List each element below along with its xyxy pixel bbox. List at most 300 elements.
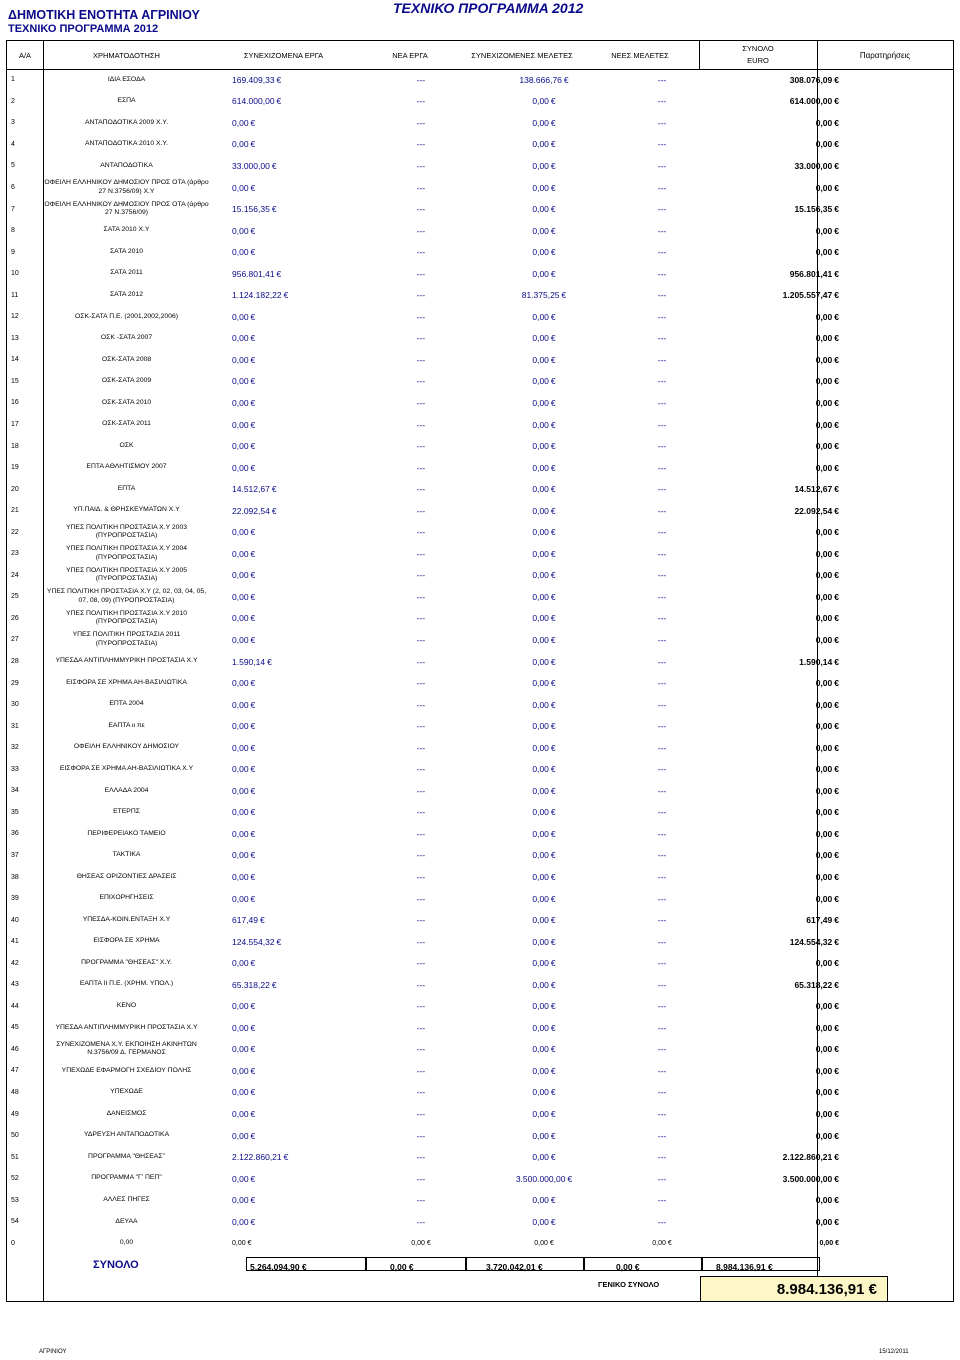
total-value: 0,00 €	[815, 1130, 839, 1141]
funding-source: ΔΕΥΑΑ	[115, 1217, 138, 1225]
cont-studies-value: 0,00 €	[532, 204, 556, 215]
new-works-value: ---	[416, 656, 426, 667]
new-works-value: ---	[416, 505, 426, 516]
new-studies-value: ---	[657, 1001, 667, 1012]
cont-studies-value: 0,00 €	[532, 333, 556, 344]
funding-source: ΕΠΤΑ 2004	[109, 700, 144, 708]
funding-source: ΑΝΤΑΠΟΔΟΤΙΚΑ	[100, 161, 153, 169]
row-number: 50	[11, 1132, 19, 1140]
total-value: 0,00 €	[815, 333, 839, 344]
row-number: 19	[11, 464, 19, 472]
row-number: 34	[11, 787, 19, 795]
new-works-value: ---	[416, 1109, 426, 1120]
new-studies-value: ---	[657, 419, 667, 430]
page-title: ΤΕΧΝΙΚΟ ΠΡΟΓΡΑΜΜΑ 2012	[393, 0, 584, 16]
total-value: 0,00 €	[815, 1195, 839, 1206]
cont-studies-value: 0,00 €	[532, 1001, 556, 1012]
cont-works-value: 0,00 €	[232, 678, 256, 689]
funding-source: ΥΠΕΣ ΠΟΛΙΤΙΚΗ ΠΡΟΣΤΑΣΙΑ Χ.Υ 2004 (ΠΥΡΟΠΡΟΣΤΑΣΙΑ)	[65, 545, 188, 561]
row-number: 45	[11, 1024, 19, 1032]
cont-studies-value: 0,00 €	[532, 979, 556, 990]
row-number: 30	[11, 701, 19, 709]
row-number: 48	[11, 1088, 19, 1096]
funding-source: ΣΑΤΑ 2010 Χ.Υ	[103, 226, 150, 234]
total-value: 0,00 €	[815, 721, 839, 732]
total-value: 0,00 €	[815, 678, 839, 689]
total-sum: 8.984.136,91 €	[716, 1262, 773, 1272]
cont-works-value: 0,00 €	[232, 1001, 256, 1012]
new-studies-value: ---	[657, 1130, 667, 1141]
cont-works-value: 0,00 €	[232, 225, 256, 236]
row-number: 7	[11, 205, 15, 213]
total-value: 0,00 €	[815, 850, 839, 861]
new-works-value: ---	[416, 225, 426, 236]
new-studies-value: ---	[657, 484, 667, 495]
cont-works-value: 0,00 €	[232, 1065, 256, 1076]
cont-studies-value: 0,00 €	[532, 1022, 556, 1033]
new-works-value: ---	[416, 376, 426, 387]
row-number: 36	[11, 830, 19, 838]
cont-studies-value: 0,00 €	[532, 268, 556, 279]
col-header-new-studies: ΝΕΕΣ ΜΕΛΕΤΕΣ	[611, 50, 669, 60]
cont-works-value: 956.801,41 €	[232, 268, 282, 279]
new-studies-value: ---	[657, 936, 667, 947]
new-studies-value: 0,00 €	[652, 1239, 672, 1247]
new-studies-value: ---	[657, 1152, 667, 1163]
cont-works-value: 0,00 €	[232, 354, 256, 365]
row-number: 22	[11, 528, 19, 536]
cont-works-value: 0,00 €	[232, 1109, 256, 1120]
cont-works-value: 0,00 €	[232, 828, 256, 839]
cont-works-value: 15.156,35 €	[232, 204, 277, 215]
remarks-cell	[849, 759, 960, 781]
cont-studies-value: 81.375,25 €	[521, 290, 567, 301]
remarks-cell	[849, 1168, 960, 1190]
remarks-cell	[849, 974, 960, 996]
total-value: 0,00 €	[815, 376, 839, 387]
new-studies-value: ---	[657, 268, 667, 279]
new-studies-value: ---	[657, 764, 667, 775]
cont-works-value: 1.590,14 €	[232, 656, 272, 667]
row-number: 47	[11, 1067, 19, 1075]
row-number: 16	[11, 399, 19, 407]
cont-studies-value: 0,00 €	[532, 484, 556, 495]
cont-studies-value: 0,00 €	[532, 397, 556, 408]
total-value: 308.076,09 €	[789, 74, 839, 85]
total-value: 15.156,35 €	[794, 204, 839, 215]
funding-source: ΔΑΝΕΙΣΜΟΣ	[106, 1109, 147, 1117]
cont-studies-value: 0,00 €	[532, 182, 556, 193]
cont-studies-value: 0,00 €	[532, 893, 556, 904]
remarks-cell	[849, 565, 960, 587]
new-works-value: ---	[416, 807, 426, 818]
new-works-value: ---	[416, 570, 426, 581]
row-number: 26	[11, 614, 19, 622]
remarks-cell	[849, 586, 960, 608]
new-studies-value: ---	[657, 1087, 667, 1098]
total-value: 0,00 €	[815, 828, 839, 839]
new-works-value: ---	[416, 139, 426, 150]
cont-works-value: 0,00 €	[232, 1195, 256, 1206]
remarks-cell	[849, 177, 960, 199]
new-studies-value: ---	[657, 656, 667, 667]
new-studies-value: ---	[657, 872, 667, 882]
cont-studies-value: 0,00 €	[532, 613, 556, 624]
funding-source: ΥΠΕΣ ΠΟΛΙΤΙΚΗ ΠΡΟΣΤΑΣΙΑ Χ.Υ (2, 02, 03, 04, 05, 07, 08, 09) (ΠΥΡΟΠΡΟΣΤΑΣΙΑ)	[46, 588, 207, 604]
funding-source: ΕΑΠΤΑ ΙΙ Π.Ε. (ΧΡΗΜ. ΥΠΟΛ.)	[79, 980, 174, 988]
total-value: 0,00 €	[815, 785, 839, 796]
row-number: 20	[11, 485, 19, 493]
new-studies-value: ---	[657, 915, 667, 926]
total-new-studies: 0,00 €	[616, 1262, 640, 1272]
remarks-cell	[849, 69, 960, 91]
new-studies-value: ---	[657, 225, 667, 236]
cont-works-value: 0,00 €	[232, 397, 256, 408]
cont-works-value: 0,00 €	[232, 527, 256, 538]
cont-works-value: 0,00 €	[232, 1130, 256, 1141]
row-number: 54	[11, 1218, 19, 1226]
cont-works-value: 0,00 €	[232, 1173, 256, 1184]
budget-table	[6, 40, 954, 1302]
remarks-cell	[849, 371, 960, 393]
funding-source: ΟΣΚ-ΣΑΤΑ 2008	[101, 355, 152, 363]
cont-studies-value: 0,00 €	[532, 139, 556, 150]
total-value: 0,00 €	[815, 1109, 839, 1120]
funding-source: ΥΔΡΕΥΣΗ ΑΝΤΑΠΟΔΟΤΙΚΑ	[83, 1131, 170, 1139]
cont-works-value: 0,00 €	[232, 548, 256, 559]
funding-source: ΟΣΚ-ΣΑΤΑ 2009	[101, 377, 152, 385]
cont-studies-value: 0,00 €	[532, 958, 556, 969]
new-works-value: ---	[416, 354, 426, 365]
cont-works-value: 0,00 €	[232, 1239, 252, 1247]
new-studies-value: ---	[657, 333, 667, 344]
funding-source: ΠΕΡΙΦΕΡΕΙΑΚΟ ΤΑΜΕΙΟ	[87, 829, 166, 837]
total-value: 0,00 €	[815, 1022, 839, 1033]
col-header-new-works: ΝΕΑ ΕΡΓΑ	[392, 50, 428, 60]
new-studies-value: ---	[657, 247, 667, 258]
remarks-cell	[849, 1125, 960, 1147]
new-works-value: ---	[416, 1130, 426, 1141]
cont-studies-value: 0,00 €	[532, 1216, 556, 1227]
funding-source: ΥΠΕΣ ΠΟΛΙΤΙΚΗ ΠΡΟΣΤΑΣΙΑ Χ.Υ 2005 (ΠΥΡΟΠΡΟΣΤΑΣΙΑ)	[65, 566, 188, 583]
cont-studies-value: 0,00 €	[532, 1065, 556, 1076]
row-number: 9	[11, 248, 15, 256]
cont-works-value: 0,00 €	[232, 850, 256, 861]
remarks-cell	[849, 1017, 960, 1039]
total-cont-studies: 3.720.042,01 €	[486, 1262, 543, 1272]
funding-source: ΠΡΟΓΡΑΜΜΑ "ΘΗΣΕΑΣ" Χ.Υ.	[81, 958, 172, 966]
remarks-cell	[849, 1146, 960, 1168]
funding-source: ΟΣΚ-ΣΑΤΑ Π.Ε. (2001,2002,2006)	[75, 312, 178, 320]
cont-works-value: 14.512,67 €	[232, 484, 277, 495]
cont-works-value: 124.554,32 €	[232, 936, 282, 947]
row-number: 52	[11, 1175, 19, 1183]
new-studies-value: ---	[657, 311, 667, 322]
new-works-value: ---	[416, 247, 426, 258]
new-works-value: ---	[416, 764, 426, 775]
new-works-value: ---	[416, 462, 426, 473]
total-value: 1.205.557,47 €	[782, 290, 839, 301]
funding-source: ΥΠΕΣΔΑ ΑΝΤΙΠΛΗΜΜΥΡΙΚΗ ΠΡΟΣΤΑΣΙΑ Χ.Υ	[55, 1023, 198, 1031]
grand-total-box: 8.984.136,91 €	[700, 1276, 888, 1302]
grand-total-label: ΓΕΝΙΚΟ ΣΥΝΟΛΟ	[598, 1280, 660, 1289]
program-subtitle: ΤΕΧΝΙΚΟ ΠΡΟΓΡΑΜΜΑ 2012	[8, 23, 159, 35]
row-number: 31	[11, 722, 19, 730]
new-works-value: ---	[416, 160, 426, 171]
remarks-cell	[849, 1060, 960, 1082]
new-studies-value: ---	[657, 441, 667, 452]
funding-source: ΥΠΕΣ ΠΟΛΙΤΙΚΗ ΠΡΟΣΤΑΣΙΑ Χ.Υ 2010 (ΠΥΡΟΠΡΟΣΤΑΣΙΑ)	[65, 609, 188, 626]
new-studies-value: ---	[657, 397, 667, 408]
cont-works-value: 0,00 €	[232, 182, 256, 193]
new-studies-value: ---	[657, 958, 667, 969]
cont-works-value: 0,00 €	[232, 139, 256, 150]
new-works-value: ---	[416, 721, 426, 732]
cont-works-value: 169.409,33 €	[232, 74, 282, 85]
funding-source: ΥΠΕΧΩΔΕ ΕΦΑΡΜΟΓΗ ΣΧΕΔΙΟΥ ΠΟΛΗΣ	[61, 1066, 192, 1074]
new-works-value: ---	[416, 419, 426, 430]
new-studies-value: ---	[657, 548, 667, 559]
cont-studies-value: 0,00 €	[532, 376, 556, 387]
cont-works-value: 0,00 €	[232, 613, 256, 624]
remarks-cell	[849, 1039, 960, 1061]
funding-source: ΕΠΤΑ	[117, 484, 136, 492]
new-studies-value: ---	[657, 1195, 667, 1206]
total-value: 0,00 €	[815, 419, 839, 430]
funding-source: ΟΣΚ -ΣΑΤΑ 2007	[100, 334, 153, 342]
remarks-cell	[849, 349, 960, 371]
funding-source: ΑΝΤΑΠΟΔΟΤΙΚΑ 2010 Χ.Υ.	[85, 140, 168, 148]
grid-line	[699, 41, 700, 69]
cont-works-value: 0,00 €	[232, 591, 256, 602]
cont-studies-value: 0,00 €	[532, 656, 556, 667]
cont-works-value: 0,00 €	[232, 419, 256, 430]
new-studies-value: ---	[657, 721, 667, 732]
new-works-value: ---	[416, 290, 426, 301]
cont-studies-value: 0,00 €	[532, 1152, 556, 1163]
cont-studies-value: 0,00 €	[532, 441, 556, 452]
new-studies-value: ---	[657, 591, 667, 602]
cont-works-value: 22.092,54 €	[232, 505, 277, 516]
funding-source: ΟΣΚ-ΣΑΤΑ 2011	[102, 420, 151, 428]
row-number: 15	[11, 377, 19, 385]
cont-works-value: 0,00 €	[232, 721, 256, 732]
row-number: 38	[11, 873, 19, 881]
remarks-cell	[849, 1211, 960, 1233]
total-value: 0,00 €	[815, 591, 839, 602]
cont-works-value: 0,00 €	[232, 1022, 256, 1033]
total-value: 0,00 €	[815, 1065, 839, 1076]
cont-works-value: 0,00 €	[232, 699, 256, 710]
cont-studies-value: 0,00 €	[532, 678, 556, 689]
remarks-cell	[849, 414, 960, 436]
new-studies-value: ---	[657, 527, 667, 538]
funding-source: ΕΑΠΤΑ ιι πε	[108, 721, 145, 729]
footer-place: ΑΓΡΙΝΙΟΥ	[39, 1349, 67, 1355]
cont-studies-value: 0,00 €	[532, 785, 556, 796]
remarks-cell	[849, 134, 960, 156]
remarks-cell	[849, 328, 960, 350]
total-value: 0,00 €	[815, 764, 839, 775]
new-works-value: ---	[416, 1152, 426, 1163]
row-number: 51	[11, 1153, 19, 1161]
remarks-cell	[849, 478, 960, 500]
new-studies-value: ---	[657, 742, 667, 753]
cont-studies-value: 0,00 €	[532, 764, 556, 775]
remarks-cell	[849, 306, 960, 328]
new-works-value: ---	[416, 1216, 426, 1227]
remarks-cell	[849, 155, 960, 177]
new-works-value: ---	[416, 1022, 426, 1033]
funding-source: ΥΠΕΧΩΔΕ	[110, 1088, 143, 1096]
col-header-aa: Α/Α	[18, 50, 32, 60]
funding-source: ΟΣΚ-ΣΑΤΑ 2010	[101, 398, 152, 406]
remarks-cell	[849, 1082, 960, 1104]
total-label: ΣΥΝΟΛΟ	[93, 1259, 139, 1271]
remarks-cell	[849, 1189, 960, 1211]
row-number: 40	[11, 916, 19, 924]
cont-studies-value: 0,00 €	[532, 527, 556, 538]
new-works-value: ---	[416, 204, 426, 215]
funding-source: ΥΠΕΣ ΠΟΛΙΤΙΚΗ ΠΡΟΣΤΑΣΙΑ 2011 (ΠΥΡΟΠΡΟΣΤΑΣΙΑ)	[72, 631, 181, 647]
cont-works-value: 0,00 €	[232, 807, 256, 818]
new-studies-value: ---	[657, 634, 667, 645]
total-value: 617,49 €	[806, 915, 839, 926]
funding-source: ΕΠΙΧΟΡΗΓΗΣΕΙΣ	[99, 894, 154, 902]
funding-source: ΕΙΣΦΟΡΑ ΣΕ ΧΡΗΜΑ ΑΗ-ΒΑΣΙΛΙΩΤΙΚΑ Χ.Υ	[59, 765, 194, 773]
new-works-value: ---	[416, 678, 426, 689]
total-value: 0,00 €	[815, 182, 839, 193]
grand-total-value: 8.984.136,91	[776, 1280, 865, 1298]
total-value: 0,00 €	[815, 613, 839, 624]
funding-source: 0,00	[119, 1239, 134, 1247]
cont-studies-value: 0,00 €	[532, 354, 556, 365]
total-value: 0,00 €	[815, 527, 839, 538]
total-value: 0,00 €	[815, 441, 839, 452]
funding-source: ΕΠΤΑ ΑΘΛΗΤΙΣΜΟΥ 2007	[86, 463, 167, 471]
row-number: 8	[11, 227, 15, 235]
remarks-cell	[849, 802, 960, 824]
new-studies-value: ---	[657, 807, 667, 818]
new-works-value: ---	[416, 742, 426, 753]
new-studies-value: ---	[657, 850, 667, 861]
remarks-cell	[849, 263, 960, 285]
row-number: 11	[11, 291, 19, 299]
funding-source: ΥΠΕΣ ΠΟΛΙΤΙΚΗ ΠΡΟΣΤΑΣΙΑ Χ.Υ 2003 (ΠΥΡΟΠΡΟΣΤΑΣΙΑ)	[65, 523, 188, 540]
municipality-name: ΔΗΜΟΤΙΚΗ ΕΝΟΤΗΤΑ ΑΓΡΙΝΙΟΥ	[8, 8, 200, 22]
total-value: 0,00 €	[819, 1239, 839, 1247]
new-works-value: ---	[416, 915, 426, 926]
total-value: 1.590,14 €	[799, 656, 839, 667]
funding-source: ΚΕΝΟ	[116, 1002, 137, 1010]
row-number: 32	[11, 744, 19, 752]
cont-works-value: 0,00 €	[232, 742, 256, 753]
cont-studies-value: 3.500.000,00 €	[515, 1173, 573, 1184]
total-value: 0,00 €	[815, 807, 839, 818]
funding-source: ΥΠΕΣΔΑ ΑΝΤΙΠΛΗΜΜΥΡΙΚΗ ΠΡΟΣΤΑΣΙΑ Χ.Υ	[55, 657, 198, 665]
new-works-value: ---	[416, 311, 426, 322]
remarks-cell	[849, 198, 960, 220]
new-studies-value: ---	[657, 182, 667, 193]
total-value: 14.512,67 €	[794, 484, 839, 495]
row-number: 49	[11, 1110, 19, 1118]
new-studies-value: ---	[657, 785, 667, 796]
new-works-value: ---	[416, 96, 426, 107]
new-studies-value: ---	[657, 96, 667, 107]
remarks-cell	[849, 543, 960, 565]
row-number: 53	[11, 1196, 19, 1204]
new-works-value: ---	[416, 1044, 426, 1055]
cont-works-value: 0,00 €	[232, 311, 256, 322]
total-value: 0,00 €	[815, 742, 839, 753]
row-number: 14	[11, 356, 19, 364]
row-number: 28	[11, 658, 19, 666]
row-number: 12	[11, 313, 19, 321]
remarks-cell	[849, 672, 960, 694]
cont-works-value: 0,00 €	[232, 785, 256, 796]
cont-works-value: 0,00 €	[232, 1216, 256, 1227]
row-number: 43	[11, 981, 19, 989]
new-works-value: ---	[416, 74, 426, 85]
new-works-value: ---	[416, 1173, 426, 1184]
row-number: 18	[11, 442, 19, 450]
cont-studies-value: 0,00 €	[532, 915, 556, 926]
total-value: 0,00 €	[815, 893, 839, 904]
new-studies-value: ---	[657, 1216, 667, 1227]
cont-works-value: 617,49 €	[232, 915, 265, 926]
total-value: 0,00 €	[815, 1216, 839, 1227]
total-box-new-works	[366, 1257, 466, 1271]
cont-studies-value: 0,00 €	[532, 721, 556, 732]
new-studies-value: ---	[657, 204, 667, 215]
remarks-cell	[849, 780, 960, 802]
new-works-value: ---	[416, 613, 426, 624]
new-works-value: ---	[416, 828, 426, 839]
total-value: 0,00 €	[815, 548, 839, 559]
funding-source: ΣΥΝΕΧΙΖΟΜΕΝΑ Χ.Υ. ΕΚΠΟΙΗΣΗ ΑΚΙΝΗΤΩΝ Ν.3756/09 Δ. ΓΕΡΜΑΝΟΣ	[56, 1040, 197, 1057]
cont-studies-value: 0,00 €	[532, 96, 556, 107]
remarks-cell	[849, 284, 960, 306]
new-works-value: ---	[416, 936, 426, 947]
remarks-cell	[849, 694, 960, 716]
remarks-cell	[849, 521, 960, 543]
new-studies-value: ---	[657, 505, 667, 516]
funding-source: ΟΦΕΙΛΗ ΕΛΛΗΝΙΚΟΥ ΔΗΜΟΣΙΟΥ	[73, 743, 180, 751]
cont-works-value: 0,00 €	[232, 1087, 256, 1098]
total-value: 0,00 €	[815, 699, 839, 710]
new-studies-value: ---	[657, 570, 667, 581]
cont-works-value: 0,00 €	[232, 958, 256, 969]
new-works-value: ---	[416, 268, 426, 279]
row-number: 44	[11, 1002, 19, 1010]
col-header-cont-studies: ΣΥΝΕΧΙΖΟΜΕΝΕΣ ΜΕΛΕΤΕΣ	[471, 50, 573, 60]
remarks-cell	[849, 241, 960, 263]
cont-studies-value: 0,00 €	[532, 419, 556, 430]
funding-source: ΟΣΚ	[119, 441, 134, 449]
remarks-cell	[849, 112, 960, 134]
new-studies-value: ---	[657, 1109, 667, 1120]
funding-source: ΠΡΟΓΡΑΜΜΑ "Γ' ΠΕΠ"	[91, 1174, 162, 1182]
new-works-value: 0,00 €	[411, 1239, 431, 1247]
new-works-value: ---	[416, 182, 426, 193]
row-number: 46	[11, 1045, 19, 1053]
total-value: 0,00 €	[815, 225, 839, 236]
total-value: 22.092,54 €	[794, 505, 839, 516]
new-works-value: ---	[416, 1001, 426, 1012]
total-value: 0,00 €	[815, 634, 839, 645]
cont-studies-value: 0,00 €	[532, 1087, 556, 1098]
cont-works-value: 2.122.860,21 €	[232, 1152, 289, 1163]
